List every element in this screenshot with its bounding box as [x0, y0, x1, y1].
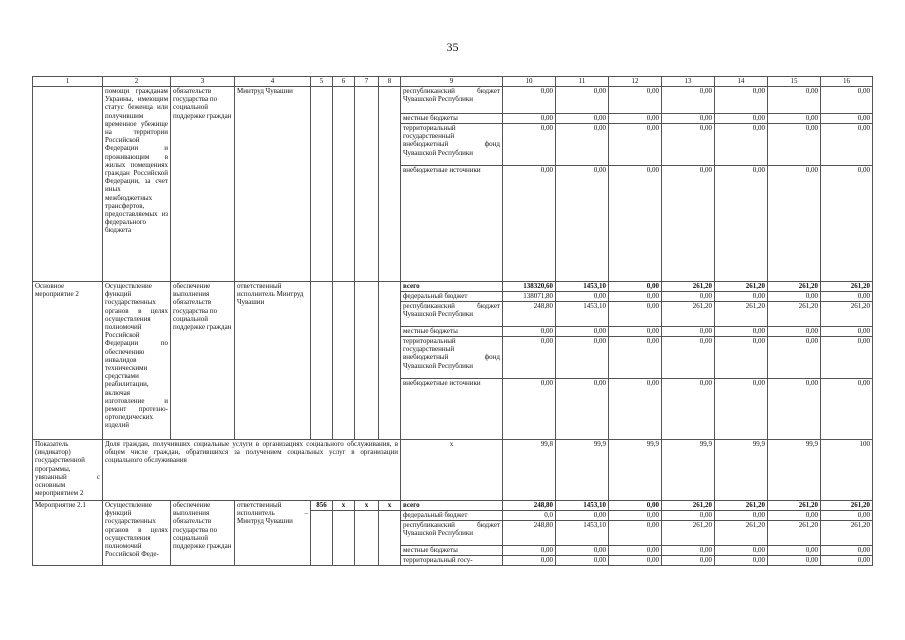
- value-cell: 0,00: [556, 379, 609, 440]
- value-cell: 0,00: [821, 337, 873, 379]
- value-cell: 0,00: [715, 327, 768, 337]
- code-cell: [379, 511, 401, 566]
- value-cell: 261,20: [662, 282, 715, 292]
- value-cell: 0,00: [503, 87, 556, 114]
- value-cell: 261,20: [715, 521, 768, 546]
- column-header: 2: [103, 77, 171, 87]
- value-cell: 261,20: [768, 501, 821, 511]
- value-cell: 0,00: [768, 166, 821, 282]
- value-cell: 0,00: [556, 337, 609, 379]
- code-cell: [311, 511, 333, 566]
- code-cell: [355, 282, 379, 440]
- value-cell: 0,00: [609, 114, 662, 124]
- value-cell: 1453,10: [556, 501, 609, 511]
- value-cell: 261,20: [768, 282, 821, 292]
- value-cell: 0,00: [821, 124, 873, 166]
- value-cell: 0,00: [715, 546, 768, 556]
- code-cell: [355, 511, 379, 566]
- value-cell: 0,0: [503, 511, 556, 521]
- value-cell: 0,00: [609, 302, 662, 327]
- funding-source: федеральный бюджет: [401, 511, 503, 521]
- value-cell: 0,00: [768, 292, 821, 302]
- value-cell: 248,80: [503, 501, 556, 511]
- value-cell: 261,20: [768, 521, 821, 546]
- block3-goal: обеспечение выполнения обязательств государства по социальной поддержке граждан: [171, 501, 235, 566]
- header-row: [33, 77, 873, 87]
- block2-executor: ответственный исполнитель Минтруд Чувашии: [235, 282, 311, 440]
- value-cell: 0,00: [768, 87, 821, 114]
- column-header: 5: [311, 77, 333, 87]
- indicator-value: 99,9: [662, 440, 715, 501]
- value-cell: 261,20: [662, 501, 715, 511]
- value-cell: 0,00: [503, 556, 556, 566]
- column-header: 10: [503, 77, 556, 87]
- value-cell: 0,00: [662, 511, 715, 521]
- indicator-value: 99,9: [609, 440, 662, 501]
- block3-row: [33, 501, 873, 511]
- indicator-row: [33, 440, 873, 501]
- value-cell: 0,00: [715, 511, 768, 521]
- value-cell: 0,00: [715, 379, 768, 440]
- value-cell: 261,20: [662, 302, 715, 327]
- value-cell: 0,00: [503, 166, 556, 282]
- funding-source: внебюджетные источники: [401, 379, 503, 440]
- value-cell: 0,00: [662, 379, 715, 440]
- budget-table: [32, 76, 873, 566]
- column-header: 8: [379, 77, 401, 87]
- value-cell: 0,00: [503, 114, 556, 124]
- funding-source: местные бюджеты: [401, 114, 503, 124]
- indicator-x: x: [401, 440, 503, 501]
- column-header: 16: [821, 77, 873, 87]
- value-cell: 138320,60: [503, 282, 556, 292]
- value-cell: 0,00: [609, 501, 662, 511]
- value-cell: 0,00: [821, 546, 873, 556]
- value-cell: 0,00: [556, 546, 609, 556]
- code-cell: x: [379, 501, 401, 511]
- indicator-title: Показатель (индикатор) государственной программы, увязанный с основным мероприятием 2: [33, 440, 103, 501]
- value-cell: 0,00: [662, 114, 715, 124]
- value-cell: 0,00: [768, 379, 821, 440]
- value-cell: 0,00: [662, 292, 715, 302]
- code-cell: x: [355, 501, 379, 511]
- code-cell: [355, 87, 379, 282]
- code-cell: [333, 282, 355, 440]
- value-cell: 0,00: [609, 327, 662, 337]
- value-cell: 0,00: [715, 292, 768, 302]
- block2-title: Основное мероприятие 2: [33, 282, 103, 440]
- value-cell: 0,00: [662, 166, 715, 282]
- indicator-value: 99,9: [768, 440, 821, 501]
- value-cell: 261,20: [821, 302, 873, 327]
- value-cell: 261,20: [662, 521, 715, 546]
- value-cell: 0,00: [556, 166, 609, 282]
- value-cell: 1453,10: [556, 302, 609, 327]
- value-cell: 0,00: [556, 87, 609, 114]
- value-cell: 0,00: [821, 114, 873, 124]
- value-cell: 0,00: [768, 556, 821, 566]
- block3-description: Осуществление функций государственных органов в целях осуществления полномочий Российской Феде-: [103, 501, 171, 566]
- value-cell: 261,20: [821, 282, 873, 292]
- value-cell: 0,00: [503, 337, 556, 379]
- value-cell: 138071,80: [503, 292, 556, 302]
- code-cell: [379, 87, 401, 282]
- page-number: 35: [446, 40, 459, 54]
- value-cell: 0,00: [768, 114, 821, 124]
- value-cell: 0,00: [609, 556, 662, 566]
- code-cell: [311, 282, 333, 440]
- value-cell: 0,00: [556, 327, 609, 337]
- funding-source: территориальный государственный внебюджетный фонд Чувашской Республики: [401, 337, 503, 379]
- value-cell: 0,00: [821, 379, 873, 440]
- value-cell: 261,20: [821, 521, 873, 546]
- value-cell: 0,00: [768, 511, 821, 521]
- value-cell: 0,00: [821, 327, 873, 337]
- block2-description: Осуществление функций государственных органов в целях осуществления полномочий Российской Федерации по обеспечению инвалидов техническими средствами реабилитации, включая изготовление и ремонт протезно-ортопедических изделий: [103, 282, 171, 440]
- value-cell: 0,00: [715, 87, 768, 114]
- column-header: 12: [609, 77, 662, 87]
- funding-source: местные бюджеты: [401, 546, 503, 556]
- block1-executor: Минтруд Чувашии: [235, 87, 311, 282]
- value-cell: 0,00: [609, 292, 662, 302]
- value-cell: 0,00: [609, 337, 662, 379]
- block2-goal: обеспечение выполнения обязательств государства по социальной поддержке граждан: [171, 282, 235, 440]
- value-cell: 261,20: [715, 501, 768, 511]
- value-cell: 0,00: [556, 511, 609, 521]
- indicator-value: 99,8: [503, 440, 556, 501]
- code-cell: 856: [311, 501, 333, 511]
- value-cell: 261,20: [768, 302, 821, 327]
- block1-goal: обязательств государства по социальной поддержке граждан: [171, 87, 235, 282]
- value-cell: 0,00: [821, 166, 873, 282]
- value-cell: 0,00: [503, 124, 556, 166]
- value-cell: 0,00: [821, 292, 873, 302]
- value-cell: 0,00: [556, 124, 609, 166]
- value-cell: 0,00: [609, 521, 662, 546]
- funding-source: республиканский бюджет Чувашской Республики: [401, 87, 503, 114]
- code-cell: x: [333, 501, 355, 511]
- value-cell: 0,00: [821, 511, 873, 521]
- value-cell: 0,00: [609, 511, 662, 521]
- value-cell: 0,00: [662, 546, 715, 556]
- funding-source: территориальный госу-: [401, 556, 503, 566]
- value-cell: 248,80: [503, 302, 556, 327]
- code-cell: [311, 87, 333, 282]
- value-cell: 0,00: [609, 166, 662, 282]
- value-cell: 0,00: [662, 556, 715, 566]
- value-cell: 0,00: [662, 87, 715, 114]
- funding-source: федеральный бюджет: [401, 292, 503, 302]
- column-header: 1: [33, 77, 103, 87]
- block1-col1: [33, 87, 103, 282]
- funding-source: территориальный государственный внебюджетный фонд Чувашской Республики: [401, 124, 503, 166]
- value-cell: 1453,10: [556, 521, 609, 546]
- value-cell: 0,00: [609, 87, 662, 114]
- value-cell: 1453,10: [556, 282, 609, 292]
- column-header: 6: [333, 77, 355, 87]
- code-cell: [333, 511, 355, 566]
- value-cell: 0,00: [609, 124, 662, 166]
- column-header: 7: [355, 77, 379, 87]
- column-header: 9: [401, 77, 503, 87]
- funding-source: внебюджетные источники: [401, 166, 503, 282]
- value-cell: 0,00: [715, 556, 768, 566]
- value-cell: 0,00: [503, 327, 556, 337]
- funding-source: республиканский бюджет Чувашской Республики: [401, 521, 503, 546]
- indicator-value: 99,9: [556, 440, 609, 501]
- value-cell: 248,80: [503, 521, 556, 546]
- block3-title: Мероприятие 2.1: [33, 501, 103, 566]
- value-cell: 0,00: [821, 556, 873, 566]
- funding-source: местные бюджеты: [401, 327, 503, 337]
- value-cell: 0,00: [609, 282, 662, 292]
- value-cell: 0,00: [768, 327, 821, 337]
- indicator-value: 100: [821, 440, 873, 501]
- column-header: 15: [768, 77, 821, 87]
- block3-executor: ответственный исполнитель – Минтруд Чувашии: [235, 501, 311, 566]
- value-cell: 0,00: [768, 546, 821, 556]
- value-cell: 0,00: [768, 124, 821, 166]
- value-cell: 0,00: [556, 292, 609, 302]
- value-cell: 0,00: [556, 556, 609, 566]
- value-cell: 0,00: [715, 124, 768, 166]
- column-header: 3: [171, 77, 235, 87]
- indicator-text: Доля граждан, получивших социальные услуги в организациях социального обслуживания, в общем числе граждан, обратившихся за получением социальных услуг в организации социального обслуживания: [103, 440, 401, 501]
- code-cell: [333, 87, 355, 282]
- value-cell: 0,00: [662, 124, 715, 166]
- value-cell: 0,00: [609, 379, 662, 440]
- code-cell: [379, 282, 401, 440]
- block2-row: [33, 282, 873, 292]
- column-header: 4: [235, 77, 311, 87]
- value-cell: 0,00: [715, 337, 768, 379]
- value-cell: 0,00: [503, 379, 556, 440]
- value-cell: 261,20: [821, 501, 873, 511]
- block1-row: [33, 87, 873, 114]
- value-cell: 0,00: [715, 114, 768, 124]
- value-cell: 0,00: [503, 546, 556, 556]
- value-cell: 0,00: [768, 337, 821, 379]
- column-header: 13: [662, 77, 715, 87]
- value-cell: 0,00: [821, 87, 873, 114]
- value-cell: 0,00: [662, 327, 715, 337]
- block1-description: помощи гражданам Украины, имеющим статус беженца или получившим временное убежище на территории Российской Федерации и проживающим в жилых помещениях граждан Российской Федерации, за счет иных межбюджетных трансфертов, предоставляемых из федерального бюджета: [103, 87, 171, 282]
- funding-source: республиканский бюджет Чувашской Республики: [401, 302, 503, 327]
- value-cell: 261,20: [715, 302, 768, 327]
- column-header: 11: [556, 77, 609, 87]
- indicator-value: 99,9: [715, 440, 768, 501]
- value-cell: 0,00: [556, 114, 609, 124]
- column-header: 14: [715, 77, 768, 87]
- value-cell: 0,00: [662, 337, 715, 379]
- funding-source: всего: [401, 501, 503, 511]
- funding-source: всего: [401, 282, 503, 292]
- value-cell: 0,00: [609, 546, 662, 556]
- value-cell: 261,20: [715, 282, 768, 292]
- value-cell: 0,00: [715, 166, 768, 282]
